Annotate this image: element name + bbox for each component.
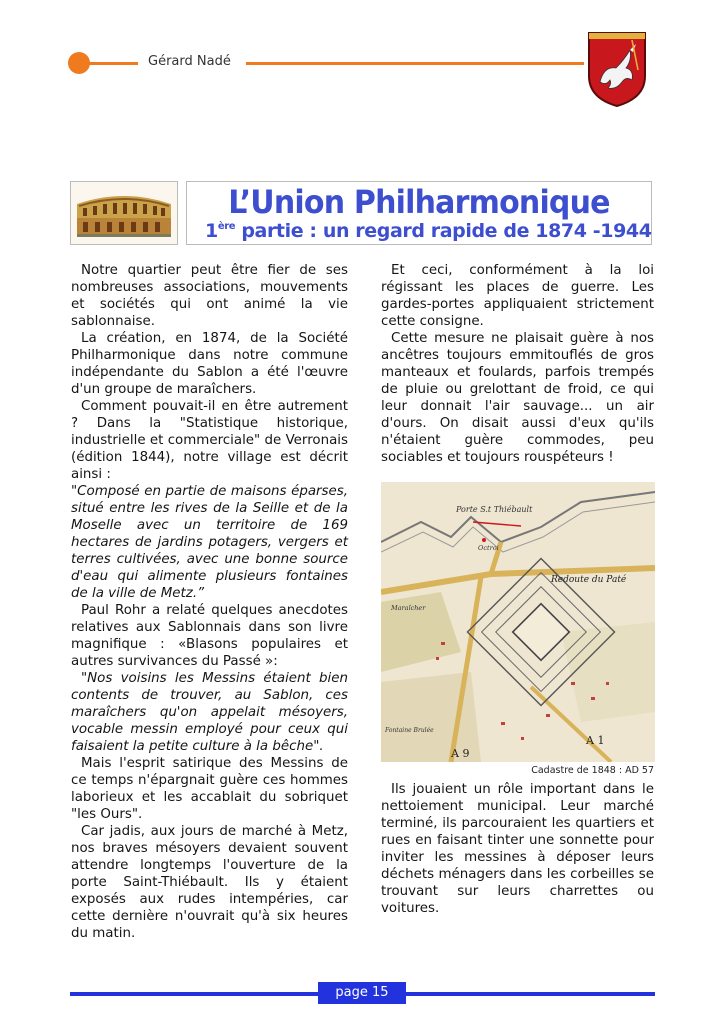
map-label-fontaine: Fontaine Brulée	[385, 727, 434, 734]
map-label-redoute: Redoute du Paté	[551, 575, 627, 585]
cadastre-map	[381, 482, 655, 762]
header-rule-left	[88, 62, 138, 65]
map-label-a9: A 9	[451, 747, 470, 760]
map-label-octroi: Octroi	[478, 544, 499, 552]
map-label-maraicher: Maraîcher	[391, 604, 426, 612]
map-label-a1: A 1	[586, 734, 605, 747]
author-name: Gérard Nadé	[148, 54, 231, 69]
header-rule-right	[246, 62, 584, 65]
theatre-thumbnail	[70, 181, 178, 245]
subtitle-number: 1	[205, 220, 218, 242]
paragraph: Mais l'esprit satirique des Messins de ce temps n'épargnait guère ces hommes laborieux et les accablait du sobriquet "les Ours".	[71, 756, 348, 822]
paragraph: Ils jouaient un rôle important dans le nettoiement municipal. Leur marché terminé, ils parcouraient les quartiers et rues en faisant tinter une sonnette pour inviter les messines à déposer leurs déchets ménagers dans les corbeilles se trouvant sur leurs charrettes ou voitures.	[381, 782, 654, 916]
paragraph: Et ceci, conformément à la loi régissant les places de guerre. Les gardes-portes appliquaient strictement cette consigne.	[381, 263, 654, 329]
title-box	[186, 181, 652, 245]
article-title: L’Union Philharmonique	[228, 183, 610, 222]
paragraph: Cette mesure ne plaisait guère à nos ancêtres toujours emmitouflés de gros manteaux et foulards, parfois trempés de pluie ou grelottant de froid, ce qui leur donnait l'air sauvage... un air d'ours. On disait aussi d'eux qu'ils n'étaient guère commodes, peu sociables et toujours rouspéteurs !	[381, 331, 654, 465]
quote-paragraph: "Nos voisins les Messins étaient bien contents de trouver, au Sablon, ces maraîchers qu'on appelait mésoyers, vocable messin employé pour ceux qui faisaient la petite culture à la bêche".	[71, 671, 348, 754]
article-subtitle	[205, 220, 652, 242]
subtitle-text: partie : un regard rapide de 1874 -1944	[235, 220, 652, 242]
map-caption: Cadastre de 1848 : AD 57	[531, 765, 654, 776]
cadastre-map-drawing	[381, 482, 655, 762]
quote-paragraph: "Composé en partie de maisons éparses, situé entre les rives de la Seille et de la Moselle avec un territoire de 169 hectares de jardins potagers, vergers et terres cultivées, avec une bonne source d'eau qui alimente plusieurs fontaines de la ville de Metz.”	[71, 484, 348, 601]
paragraph: Comment pouvait-il en être autrement ? Dans la "Statistique historique, industrielle et commerciale" de Verronais (édition 1844), notre village est décrit ainsi :	[71, 399, 348, 482]
paragraph: Notre quartier peut être fier de ses nombreuses associations, mouvements et sociétés qui ont animé la vie sablonnaise.	[71, 263, 348, 329]
header-orange-dot	[68, 52, 90, 74]
subtitle-ordinal: ère	[217, 221, 236, 232]
paragraph: Car jadis, aux jours de marché à Metz, nos braves mésoyers devaient souvent attendre longtemps l'ouverture de la porte Saint-Thiébault. Ils y étaient exposés aux rudes intempéries, car cette dernière n'ouvrait qu'à six heures du matin.	[71, 824, 348, 941]
left-column	[71, 262, 348, 942]
paragraph: Paul Rohr a relaté quelques anecdotes relatives aux Sablonnais dans son livre magnifique : «Blasons populaires et autres survivances du Passé »:	[71, 603, 348, 669]
page-number: page 15	[318, 982, 406, 1004]
right-column	[381, 262, 654, 466]
paragraph: La création, en 1874, de la Société Philharmonique dans notre commune indépendante du Sablon a été l'œuvre d'un groupe de maraîchers.	[71, 331, 348, 397]
coat-of-arms-dragon-icon	[586, 30, 648, 108]
right-column-bottom	[381, 781, 654, 917]
theatre-illustration-icon	[71, 182, 177, 244]
map-label-porte: Porte S.t Thiébault	[456, 505, 533, 514]
